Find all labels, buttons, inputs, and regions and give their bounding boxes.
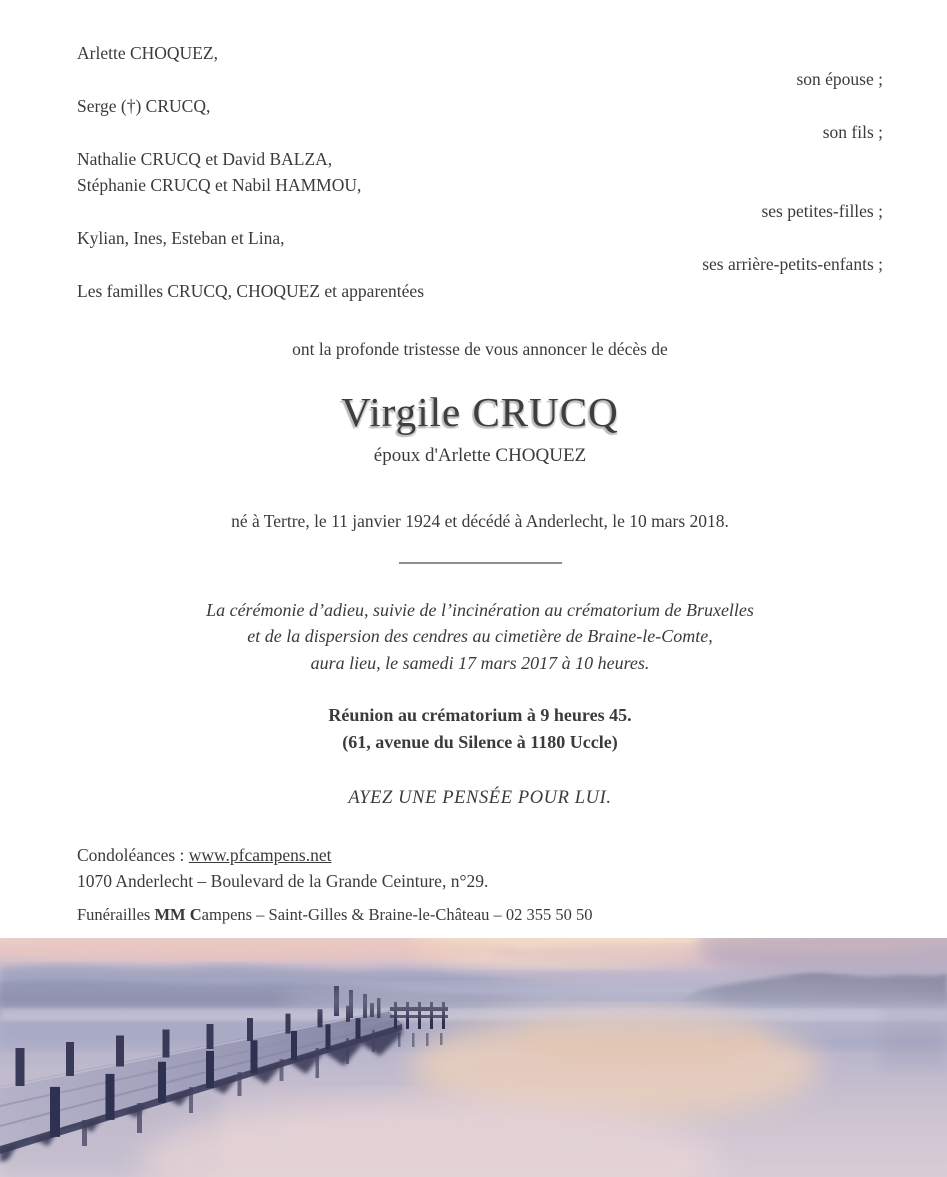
deceased-name-title: Virgile CRUCQ [341, 389, 619, 436]
family-line: Arlette CHOQUEZ, [77, 43, 218, 63]
meeting-address-line: (61, avenue du Silence à 1180 Uccle) [342, 731, 618, 752]
funeral-home-name-bold: MM C [154, 904, 202, 924]
meeting-line: Réunion au crématorium à 9 heures 45. [328, 705, 632, 726]
address-line: 1070 Anderlecht – Boulevard de la Grande Ceinture, n°29. [77, 870, 489, 891]
family-relation-line: ses petites-filles ; [761, 201, 883, 222]
ceremony-line: et de la dispersion des cendres au cimetière de Braine-le-Comte, [247, 626, 713, 647]
ceremony-line: aura lieu, le samedi 17 mars 2017 à 10 heures. [310, 652, 650, 673]
family-relation-line: son fils ; [822, 122, 883, 143]
funeral-home-line [77, 903, 883, 927]
family-line: Les familles CRUCQ, CHOQUEZ et apparentées [77, 280, 425, 301]
memorial-photo-pier-lake [0, 938, 947, 1177]
family-line: Stéphanie CRUCQ et Nabil HAMMOU, [77, 175, 362, 196]
family-line: Nathalie CRUCQ et David BALZA, [77, 148, 333, 169]
birth-death-line: né à Tertre, le 11 janvier 1924 et décédé à Anderlecht, le 10 mars 2018. [231, 511, 729, 532]
condolences-website-link[interactable]: www.pfcampens.net [188, 845, 332, 866]
family-list [77, 40, 883, 304]
funeral-home-rest: ampens – Saint-Gilles & Braine-le-Château – 02 355 50 50 [201, 904, 593, 924]
funeral-home-prefix: Funérailles [77, 904, 155, 924]
footer-block [77, 843, 883, 926]
family-relation-line: son épouse ; [796, 69, 883, 90]
announcement-sentence: ont la profonde tristesse de vous annoncer le décès de [292, 339, 668, 360]
tribute-line: AYEZ UNE PENSÉE POUR LUI. [348, 787, 612, 808]
meeting-paragraph [77, 702, 883, 755]
ceremony-line: La cérémonie d’adieu, suivie de l’incinération au crématorium de Bruxelles [206, 599, 754, 620]
divider-line [399, 562, 562, 564]
family-line: Kylian, Ines, Esteban et Lina, [77, 227, 285, 248]
spouse-line: époux d'Arlette CHOQUEZ [373, 445, 587, 467]
family-line: Serge (†) CRUCQ, [77, 95, 211, 116]
condolences-line [77, 843, 883, 869]
condolences-label: Condoléances : [77, 845, 189, 866]
family-relation-line: ses arrière-petits-enfants ; [702, 254, 883, 275]
pier-lake-illustration [0, 938, 947, 1177]
ceremony-paragraph [77, 597, 883, 676]
